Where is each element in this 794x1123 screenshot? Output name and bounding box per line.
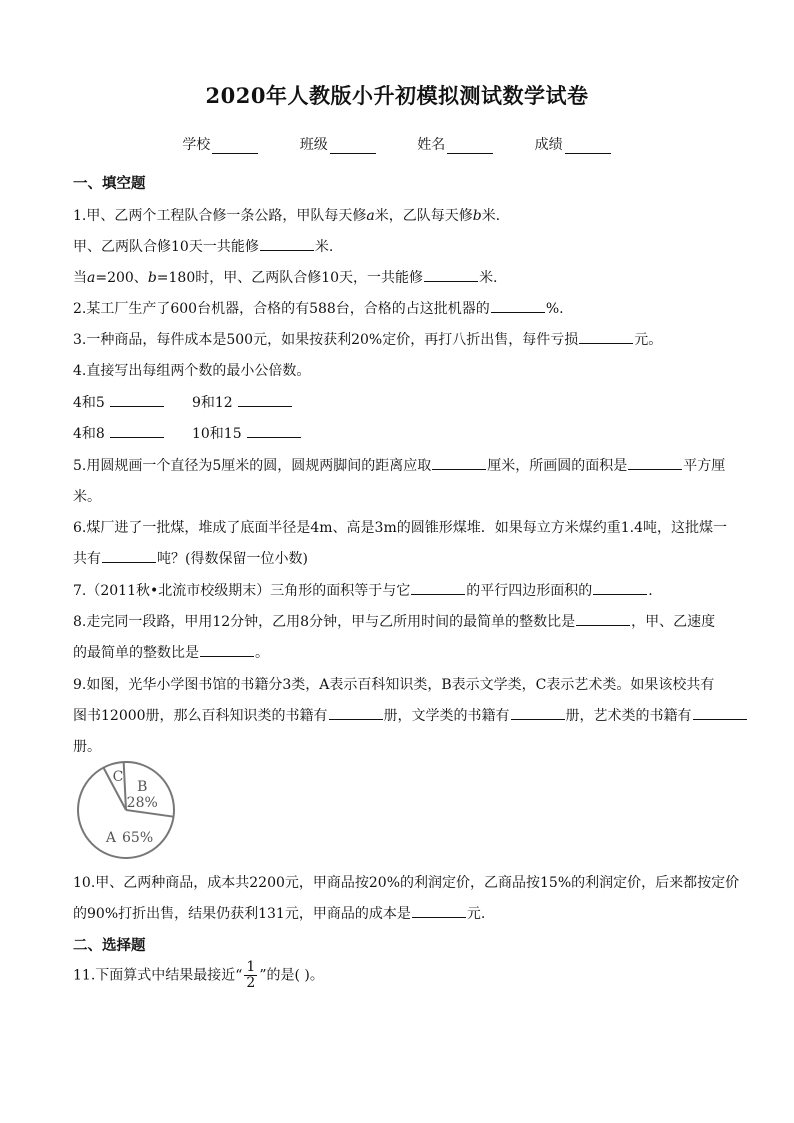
answer-blank[interactable] [628, 456, 682, 470]
section-multiple-choice: 二、选择题 [73, 938, 146, 954]
pie-slice-b [124, 762, 126, 810]
answer-blank[interactable] [102, 549, 156, 563]
pie-label-b: B [137, 779, 148, 796]
pie-label-c: C [112, 769, 124, 786]
question-4: 4.直接写出每组两个数的最小公倍数。 [73, 363, 311, 379]
answer-blank[interactable] [260, 237, 314, 251]
question-6-cont: 共有 吨？(得数保留一位小数) [73, 551, 308, 567]
book-category-pie-chart [74, 758, 178, 862]
pie-value-a: 65% [122, 830, 154, 846]
answer-blank[interactable] [511, 706, 565, 720]
question-10-cont: 的90%打折出售，结果仍获利131元，甲商品的成本是 元. [73, 906, 486, 922]
question-1-line-c: 当a=200、b=180时，甲、乙两队合修10天，一共能修 米. [73, 270, 498, 286]
answer-blank[interactable] [238, 393, 292, 407]
answer-blank[interactable] [693, 706, 747, 720]
section-fill-in-blank: 一、填空题 [73, 176, 146, 192]
answer-blank[interactable] [412, 904, 466, 918]
school-label: 学校 [182, 137, 211, 153]
question-7: 7.（2011秋•北流市校级期末）三角形的面积等于与它 的平行四边形面积的 . [73, 583, 653, 599]
class-label: 班级 [299, 137, 328, 153]
question-9-cont: 图书12000册，那么百科知识类的书籍有 册，文学类的书籍有 册，艺术类的书籍有 [73, 705, 748, 725]
question-9: 9.如图，光华小学图书馆的书籍分3类，A表示百科知识类，B表示文学类，C表示艺术类。如果该校共有 [73, 677, 715, 693]
question-2: 2.某工厂生产了600台机器，合格的有588台，合格的占这批机器的 %. [73, 301, 564, 317]
score-field[interactable] [535, 137, 612, 153]
class-field[interactable] [300, 137, 377, 153]
answer-blank[interactable] [593, 581, 647, 595]
answer-blank[interactable] [579, 330, 633, 344]
pie-label-a: A [105, 830, 116, 846]
answer-blank[interactable] [411, 581, 465, 595]
question-1-line-a: 1.甲、乙两个工程队合修一条公路，甲队每天修a米，乙队每天修b米. [73, 208, 501, 224]
question-8: 8.走完同一段路，甲用12分钟，乙用8分钟，甲与乙所用时间的最简单的整数比是 ，甲、乙速度 [73, 614, 716, 630]
student-info-row [0, 134, 794, 154]
answer-blank[interactable] [110, 424, 164, 438]
question-1-line-b: 甲、乙两队合修10天一共能修 米. [73, 239, 334, 255]
question-11: 11.下面算式中结果最接近“ $\frac{1}{2}$ ”的是( )。 [73, 959, 324, 991]
answer-blank[interactable] [491, 299, 545, 313]
question-3: 3.一种商品，每件成本是500元，如果按获利20%定价，再打八折出售，每件亏损 元。 [73, 332, 663, 348]
question-8-cont: 的最简单的整数比是 。 [73, 645, 269, 661]
answer-blank[interactable] [329, 706, 383, 720]
answer-blank[interactable] [247, 424, 301, 438]
fraction-one-half: $\frac{1}{2}$ [246, 959, 256, 991]
page-title: 2020年人教版小升初模拟测试数学试卷 [205, 83, 589, 108]
question-5-cont: 米。 [73, 489, 101, 505]
question-5: 5.用圆规画一个直径为5厘米的圆，圆规两脚间的距离应取 厘米，所画圆的面积是 平方厘 [73, 458, 726, 474]
answer-blank[interactable] [432, 456, 486, 470]
pie-value-b: 28% [126, 795, 158, 812]
question-9-cont-2: 册。 [73, 739, 101, 755]
name-field[interactable] [417, 137, 494, 153]
school-field[interactable] [182, 137, 259, 153]
answer-blank[interactable] [576, 612, 630, 626]
answer-blank[interactable] [110, 393, 164, 407]
answer-blank[interactable] [424, 268, 478, 282]
question-6: 6.煤厂进了一批煤，堆成了底面半径是4m、高是3m的圆锥形煤堆．如果每立方米煤约重1.4吨，这批煤一 [73, 520, 727, 536]
name-label: 姓名 [417, 137, 446, 153]
score-label: 成绩 [534, 137, 563, 153]
question-10: 10.甲、乙两种商品，成本共2200元，甲商品按20%的利润定价，乙商品按15%的利润定价，后来都按定价 [73, 875, 740, 891]
question-4-row-1: 4和5 9和12 [73, 392, 293, 412]
answer-blank[interactable] [200, 643, 254, 657]
question-4-row-2: 4和8 10和15 [73, 423, 302, 443]
